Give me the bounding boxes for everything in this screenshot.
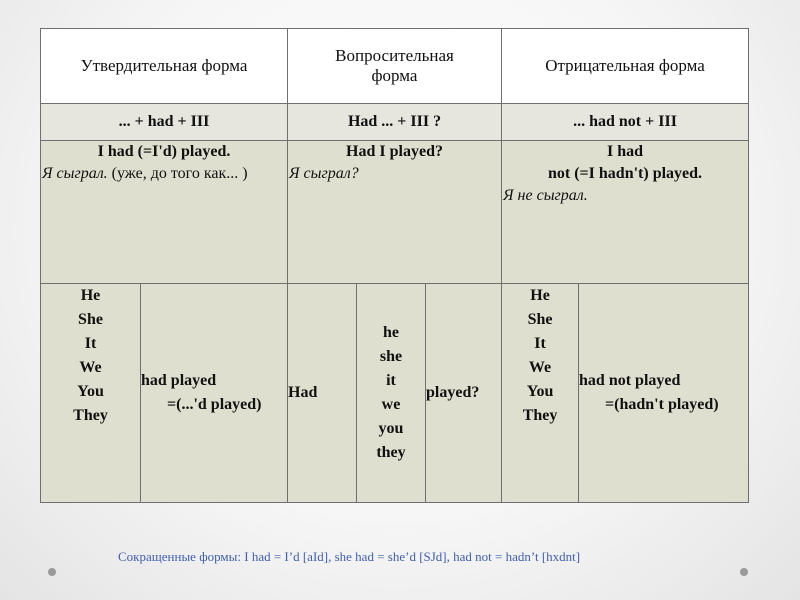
example-affirmative-note: (уже, до того как... ) bbox=[107, 165, 248, 182]
header-row bbox=[41, 29, 749, 104]
header-affirmative: Утвердительная форма bbox=[41, 29, 288, 104]
example-negative-russian: Я не сыграл. bbox=[503, 187, 588, 204]
header-interrogative: Вопросительная форма bbox=[288, 29, 502, 104]
pronoun-list-affirmative bbox=[41, 284, 141, 503]
negative-phrase-line1: had not played bbox=[579, 372, 681, 389]
pronoun: He bbox=[80, 287, 101, 304]
negative-phrase-line2: =(hadn't played) bbox=[605, 396, 719, 413]
pronoun: We bbox=[528, 359, 552, 376]
pronoun: she bbox=[379, 348, 403, 365]
header-negative: Отрицательная форма bbox=[502, 29, 749, 104]
formula-affirmative: ... + had + III bbox=[41, 104, 288, 141]
formula-row bbox=[41, 104, 749, 141]
example-affirmative-english: I had (=I'd) played. bbox=[97, 143, 231, 160]
contractions-footnote: Сокращенные формы: I had = I’d [aId], she had = she’d [SJd], had not = hadn’t [hxdnt] bbox=[118, 549, 581, 564]
example-row bbox=[41, 141, 749, 284]
affirmative-phrase bbox=[141, 284, 288, 503]
example-interrogative bbox=[288, 141, 502, 284]
pronoun: We bbox=[79, 359, 102, 376]
pronoun: He bbox=[530, 287, 550, 304]
pronoun: You bbox=[77, 383, 104, 400]
pronoun: She bbox=[78, 311, 103, 328]
pronoun: She bbox=[527, 311, 553, 328]
grammar-table bbox=[40, 28, 749, 503]
question-auxiliary bbox=[288, 284, 357, 503]
question-verb-text: played? bbox=[426, 384, 480, 401]
pronoun: we bbox=[381, 396, 401, 413]
example-affirmative-translation bbox=[41, 163, 287, 185]
right-dot-ornament bbox=[740, 568, 748, 576]
example-negative bbox=[502, 141, 749, 284]
example-negative-english-line2: not (=I hadn't) played. bbox=[548, 165, 703, 182]
example-affirmative-russian: Я сыграл. bbox=[42, 165, 108, 182]
left-dot-ornament bbox=[48, 568, 56, 576]
affirmative-phrase-line2: =(...'d played) bbox=[167, 396, 262, 413]
negative-phrase bbox=[579, 284, 749, 503]
pronoun: you bbox=[378, 420, 404, 437]
question-auxiliary-text: Had bbox=[288, 384, 318, 401]
example-interrogative-english: Had I played? bbox=[346, 143, 443, 160]
pronoun: They bbox=[522, 407, 558, 424]
pronoun: It bbox=[534, 335, 546, 352]
pronoun: they bbox=[376, 444, 406, 461]
pronoun: It bbox=[84, 335, 97, 352]
example-interrogative-russian: Я сыграл? bbox=[289, 165, 359, 182]
question-verb bbox=[426, 284, 502, 503]
pronoun-list-interrogative bbox=[357, 284, 426, 503]
formula-negative: ... had not + III bbox=[502, 104, 749, 141]
example-affirmative bbox=[41, 141, 288, 284]
conjugation-row bbox=[41, 284, 749, 503]
affirmative-phrase-line1: had played bbox=[141, 372, 217, 389]
pronoun-list-negative bbox=[502, 284, 579, 503]
example-negative-english-line1: I had bbox=[607, 143, 644, 160]
formula-interrogative: Had ... + III ? bbox=[288, 104, 502, 141]
pronoun: it bbox=[386, 372, 396, 389]
pronoun: You bbox=[526, 383, 554, 400]
pronoun: They bbox=[73, 407, 108, 424]
pronoun: he bbox=[383, 324, 399, 341]
